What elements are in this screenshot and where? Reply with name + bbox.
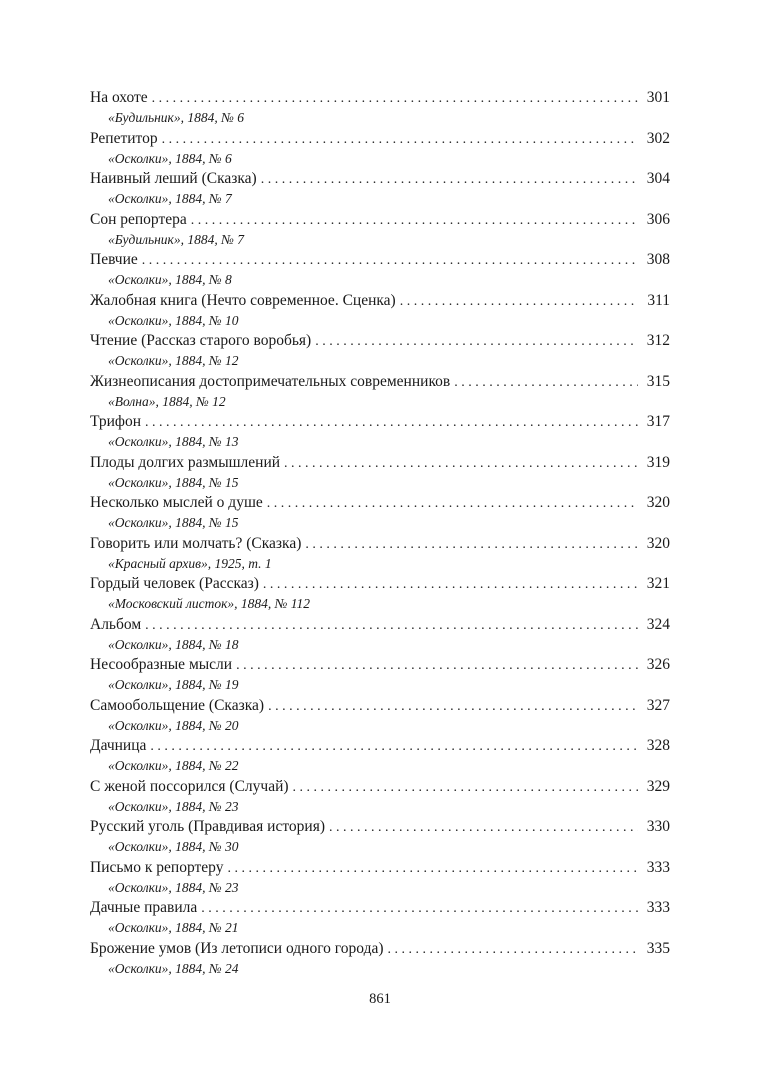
entry-source: «Осколки», 1884, № 7 <box>108 191 232 206</box>
entry-title: Сон репортера <box>90 210 187 228</box>
dot-leader <box>150 737 638 757</box>
entry-title: Русский уголь (Правдивая история) <box>90 818 325 835</box>
dot-leader <box>305 535 638 555</box>
entry-page-number: 308 <box>646 251 670 268</box>
entry-source: «Будильник», 1884, № 7 <box>108 231 244 247</box>
table-of-contents <box>90 88 670 979</box>
dot-leader <box>284 454 638 474</box>
entry-title: С женой поссорился (Случай) <box>90 777 289 795</box>
toc-entry <box>90 534 670 575</box>
dot-leader <box>152 89 638 109</box>
toc-entry <box>90 939 670 980</box>
entry-title: Трифон <box>90 413 142 430</box>
toc-line <box>90 534 670 555</box>
toc-line <box>90 574 670 595</box>
entry-page-number: 302 <box>646 129 670 147</box>
dot-leader <box>329 818 638 838</box>
toc-line <box>90 493 670 514</box>
toc-entry <box>90 129 670 170</box>
entry-title: Самообольщение (Сказка) <box>90 696 265 714</box>
dot-leader <box>236 656 638 676</box>
entry-title: Репетитор <box>90 129 158 147</box>
dot-leader <box>191 211 638 231</box>
toc-line <box>90 777 670 798</box>
entry-page-number: 330 <box>646 818 670 835</box>
entry-page-number: 329 <box>646 777 670 795</box>
entry-source: «Осколки», 1884, № 23 <box>108 798 239 814</box>
toc-line <box>90 939 670 960</box>
dot-leader <box>293 778 638 798</box>
dot-leader <box>145 413 638 433</box>
toc-entry <box>90 291 670 332</box>
entry-title: Альбом <box>90 615 142 633</box>
toc-line <box>90 736 670 757</box>
entry-title: Дачные правила <box>90 899 198 916</box>
toc-line <box>90 129 670 150</box>
dot-leader <box>261 170 638 190</box>
toc-entry <box>90 615 670 656</box>
entry-page-number: 328 <box>646 737 670 754</box>
toc-line <box>90 858 670 879</box>
dot-leader <box>162 130 638 150</box>
entry-title: Певчие <box>90 251 138 268</box>
toc-line <box>90 655 670 676</box>
entry-page-number: 326 <box>646 656 670 673</box>
entry-source: «Волна», 1884, № 12 <box>108 393 226 409</box>
entry-page-number: 301 <box>646 89 670 106</box>
toc-line <box>90 412 670 433</box>
entry-page-number: 317 <box>646 413 670 430</box>
toc-entry <box>90 169 670 210</box>
entry-title: Гордый человек (Рассказ) <box>90 575 259 592</box>
entry-title: Чтение (Рассказ старого воробья) <box>90 332 312 349</box>
entry-title: Плоды долгих размышлений <box>90 453 281 471</box>
entry-title: Несколько мыслей о душе <box>90 494 263 511</box>
toc-line <box>90 898 670 919</box>
dot-leader <box>263 575 638 595</box>
toc-entry <box>90 412 670 453</box>
entry-source: «Осколки», 1884, № 13 <box>108 434 239 449</box>
entry-source: «Осколки», 1884, № 12 <box>108 353 239 368</box>
entry-page-number: 335 <box>646 939 670 957</box>
entry-title: Говорить или молчать? (Сказка) <box>90 534 302 552</box>
toc-line <box>90 817 670 838</box>
toc-line <box>90 88 670 109</box>
entry-source: «Осколки», 1884, № 10 <box>108 312 239 328</box>
toc-line <box>90 210 670 231</box>
entry-page-number: 304 <box>646 170 670 187</box>
entry-page-number: 321 <box>646 575 670 592</box>
entry-title: Жалобная книга (Нечто современное. Сценка) <box>90 291 396 309</box>
toc-entry <box>90 372 670 413</box>
entry-source: «Осколки», 1884, № 19 <box>108 677 239 692</box>
entry-source: «Осколки», 1884, № 15 <box>108 515 239 530</box>
entry-source: «Осколки», 1884, № 18 <box>108 636 239 652</box>
entry-title: Дачница <box>90 737 147 754</box>
entry-title: Несообразные мысли <box>90 656 233 673</box>
dot-leader <box>454 373 638 393</box>
entry-title: На охоте <box>90 89 148 106</box>
toc-line <box>90 331 670 352</box>
entry-source: «Осколки», 1884, № 23 <box>108 879 239 895</box>
dot-leader <box>227 859 638 879</box>
entry-source: «Красный архив», 1925, т. 1 <box>108 555 272 571</box>
toc-entry <box>90 898 670 939</box>
dot-leader <box>201 899 638 919</box>
entry-source: «Осколки», 1884, № 30 <box>108 839 239 854</box>
dot-leader <box>268 697 638 717</box>
entry-title: Наивный леший (Сказка) <box>90 170 257 187</box>
entry-source: «Московский листок», 1884, № 112 <box>108 596 311 611</box>
entry-source: «Осколки», 1884, № 22 <box>108 758 239 773</box>
entry-page-number: 315 <box>646 372 670 390</box>
toc-entry <box>90 210 670 251</box>
toc-line <box>90 696 670 717</box>
toc-line <box>90 291 670 312</box>
entry-title: Брожение умов (Из летописи одного города) <box>90 939 384 957</box>
toc-line <box>90 453 670 474</box>
toc-entry <box>90 250 670 291</box>
toc-line <box>90 169 670 190</box>
dot-leader <box>142 251 638 271</box>
toc-entry <box>90 453 670 494</box>
toc-entry <box>90 655 670 696</box>
toc-entry <box>90 817 670 858</box>
entry-page-number: 306 <box>646 210 670 228</box>
entry-source: «Осколки», 1884, № 6 <box>108 150 232 166</box>
dot-leader <box>315 332 638 352</box>
entry-source: «Осколки», 1884, № 15 <box>108 474 239 490</box>
toc-line <box>90 250 670 271</box>
entry-page-number: 320 <box>646 494 670 511</box>
entry-source: «Осколки», 1884, № 24 <box>108 960 239 976</box>
dot-leader <box>400 292 638 312</box>
toc-entry <box>90 858 670 899</box>
entry-page-number: 312 <box>646 332 670 349</box>
entry-page-number: 324 <box>646 615 670 633</box>
dot-leader <box>145 616 638 636</box>
entry-source: «Осколки», 1884, № 8 <box>108 272 232 287</box>
toc-entry <box>90 574 670 615</box>
entry-page-number: 333 <box>646 858 670 876</box>
dot-leader <box>267 494 638 514</box>
entry-title: Жизнеописания достопримечательных современников <box>90 372 451 390</box>
dot-leader <box>388 940 638 960</box>
entry-title: Письмо к репортеру <box>90 858 224 876</box>
entry-page-number: 311 <box>647 291 670 309</box>
entry-source: «Будильник», 1884, № 6 <box>108 110 244 125</box>
page-number-footer: 861 <box>369 991 391 1007</box>
entry-page-number: 333 <box>646 899 670 916</box>
entry-source: «Осколки», 1884, № 20 <box>108 717 239 733</box>
toc-entry <box>90 777 670 818</box>
toc-entry <box>90 696 670 737</box>
toc-entry <box>90 331 670 372</box>
toc-entry <box>90 493 670 534</box>
toc-entry <box>90 88 670 129</box>
toc-line <box>90 615 670 636</box>
entry-page-number: 319 <box>646 453 670 471</box>
entry-page-number: 320 <box>646 534 670 552</box>
toc-entry <box>90 736 670 777</box>
entry-source: «Осколки», 1884, № 21 <box>108 920 239 935</box>
toc-line <box>90 372 670 393</box>
entry-page-number: 327 <box>646 696 670 714</box>
